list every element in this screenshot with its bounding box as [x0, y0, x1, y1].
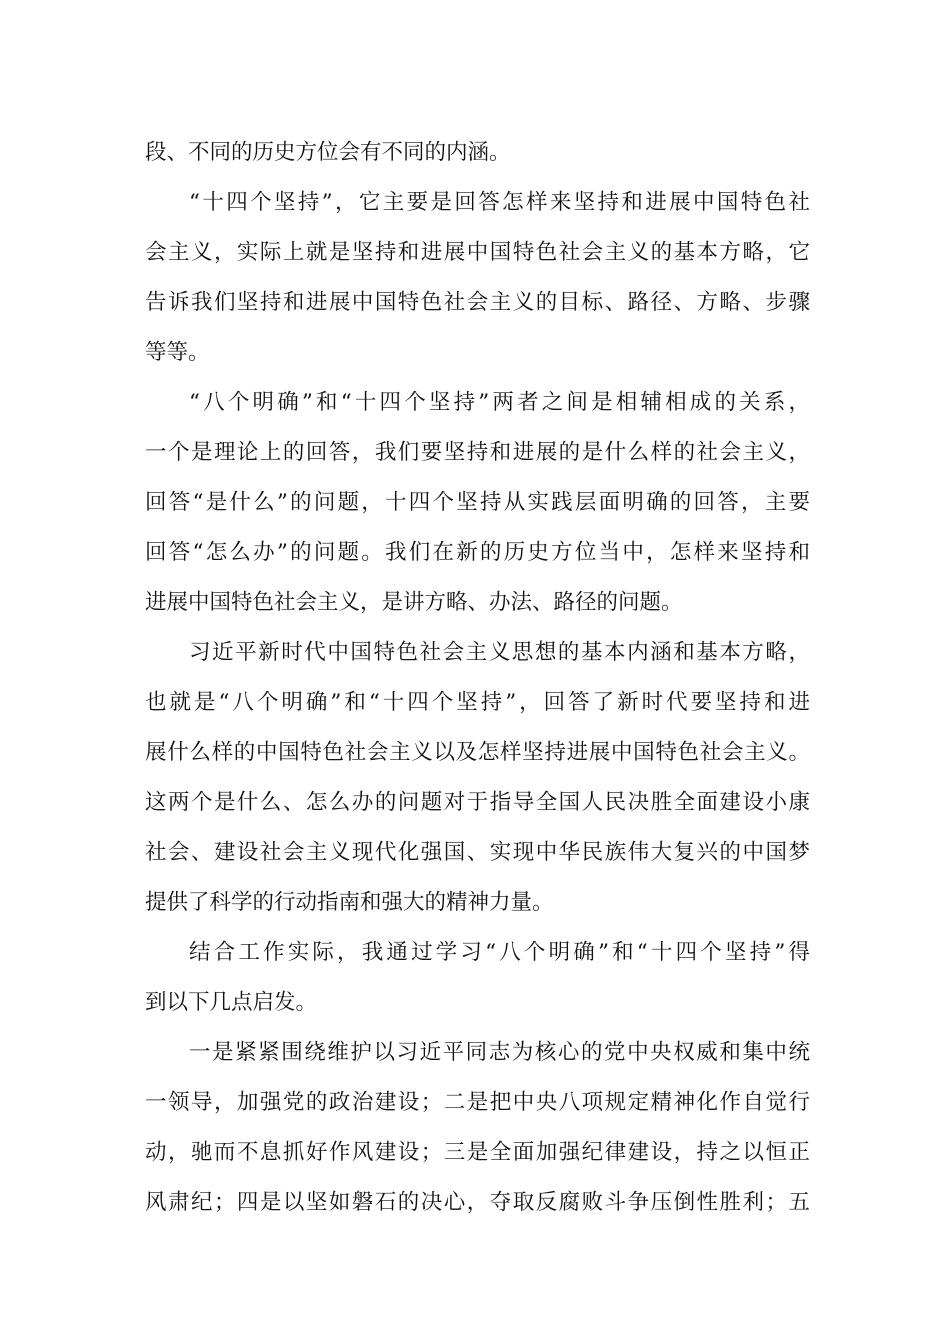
text-line: 进展中国特色社会主义，是讲方略、办法、路径的问题。	[145, 590, 683, 615]
text-line: 风肃纪；四是以坚如磐石的决心，夺取反腐败斗争压倒性胜利；五	[145, 1190, 810, 1215]
text-line: 一个是理论上的回答，我们要坚持和进展的是什么样的社会主义，	[145, 440, 810, 465]
text-line: 告诉我们坚持和进展中国特色社会主义的目标、路径、方略、步骤	[145, 290, 810, 315]
text-line: 社会、建设社会主义现代化强国、实现中华民族伟大复兴的中国梦	[145, 840, 810, 865]
text-line: 一领导，加强党的政治建设；二是把中央八项规定精神化作自觉行	[145, 1090, 810, 1115]
text-line: 这两个是什么、怎么办的问题对于指导全国人民决胜全面建设小康	[145, 790, 810, 815]
text-line: 展什么样的中国特色社会主义以及怎样坚持进展中国特色社会主义。	[145, 740, 810, 765]
text-line: 提供了科学的行动指南和强大的精神力量。	[145, 890, 554, 915]
text-line: 习近平新时代中国特色社会主义思想的基本内涵和基本方略，	[189, 640, 810, 665]
text-line: “十四个坚持”，它主要是回答怎样来坚持和进展中国特色社	[189, 190, 810, 215]
text-line: 段、不同的历史方位会有不同的内涵。	[145, 140, 511, 165]
text-line: 一是紧紧围绕维护以习近平同志为核心的党中央权威和集中统	[189, 1040, 810, 1065]
paragraph-5	[145, 928, 810, 1028]
document-body	[145, 128, 810, 1228]
text-line: 回答“是什么”的问题，十四个坚持从实践层面明确的回答，主要	[145, 490, 810, 515]
text-line: 动，驰而不息抓好作风建设；三是全面加强纪律建设，持之以恒正	[145, 1140, 810, 1165]
text-line: 到以下几点启发。	[145, 990, 318, 1015]
paragraph-6	[145, 1028, 810, 1228]
text-line: 等等。	[145, 340, 210, 365]
text-line: “八个明确”和“十四个坚持”两者之间是相辅相成的关系，	[189, 390, 810, 415]
paragraph-2	[145, 178, 810, 378]
text-line: 也就是“八个明确”和“十四个坚持”，回答了新时代要坚持和进	[145, 690, 810, 715]
text-line: 结合工作实际，我通过学习“八个明确”和“十四个坚持”得	[189, 940, 810, 965]
text-line: 回答“怎么办”的问题。我们在新的历史方位当中，怎样来坚持和	[145, 540, 810, 565]
paragraph-4	[145, 628, 810, 928]
paragraph-1	[145, 128, 810, 178]
text-line: 会主义，实际上就是坚持和进展中国特色社会主义的基本方略，它	[145, 240, 810, 265]
paragraph-3	[145, 378, 810, 628]
